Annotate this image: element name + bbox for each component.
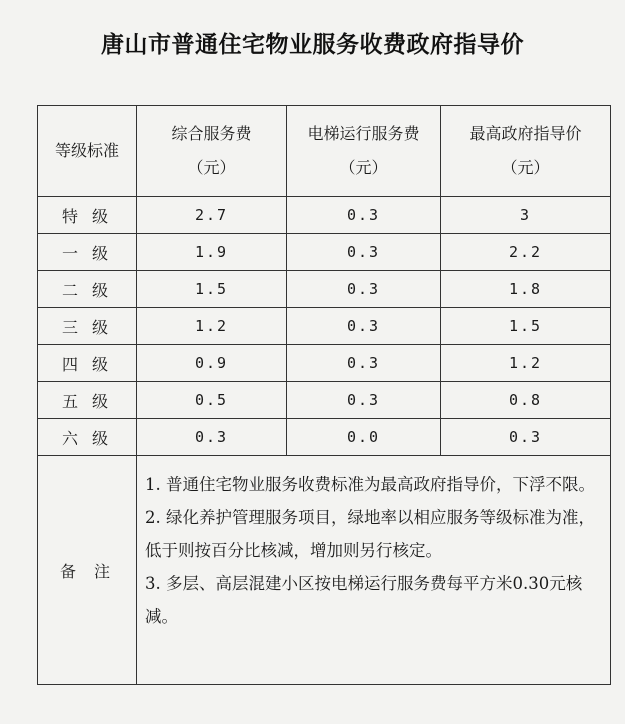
elevator-fee-cell: 0.3 — [287, 197, 441, 234]
remark-note-3: 3. 多层、高层混建小区按电梯运行服务费每平方米0.30元核减。 — [145, 574, 583, 626]
table-row — [38, 197, 611, 234]
elevator-fee-cell: 0.3 — [287, 271, 441, 308]
level-cell: 三级 — [38, 308, 137, 345]
header-comprehensive-label: 综合服务费 — [171, 124, 252, 143]
remark-note-2: 2. 绿化养护管理服务项目，绿地率以相应服务等级标准为准，低于则按百分比核减，增加则另行核定。 — [145, 508, 595, 560]
header-level-label: 等级标准 — [54, 141, 119, 160]
header-max-price-label: 最高政府指导价 — [469, 124, 582, 143]
max-price-cell: 1.5 — [441, 308, 611, 345]
table-row — [38, 345, 611, 382]
table-row — [38, 271, 611, 308]
table-row — [38, 419, 611, 456]
comprehensive-fee-cell: 0.9 — [137, 345, 287, 382]
table-row — [38, 382, 611, 419]
elevator-fee-cell: 0.0 — [287, 419, 441, 456]
level-cell: 一级 — [38, 234, 137, 271]
level-cell: 二级 — [38, 271, 137, 308]
level-cell: 特级 — [38, 197, 137, 234]
max-price-cell: 2.2 — [441, 234, 611, 271]
comprehensive-fee-cell: 0.3 — [137, 419, 287, 456]
level-cell: 五级 — [38, 382, 137, 419]
level-cell: 六级 — [38, 419, 137, 456]
header-row — [38, 106, 611, 197]
header-level — [38, 106, 137, 197]
header-max-price-unit: （元） — [501, 158, 550, 177]
comprehensive-fee-cell: 2.7 — [137, 197, 287, 234]
comprehensive-fee-cell: 0.5 — [137, 382, 287, 419]
max-price-cell: 3 — [441, 197, 611, 234]
remarks-row — [38, 456, 611, 685]
level-cell: 四级 — [38, 345, 137, 382]
max-price-cell: 0.8 — [441, 382, 611, 419]
page-title: 唐山市普通住宅物业服务收费政府指导价 — [101, 32, 524, 58]
max-price-cell: 1.2 — [441, 345, 611, 382]
comprehensive-fee-cell: 1.9 — [137, 234, 287, 271]
fee-table — [37, 105, 611, 685]
header-comprehensive — [137, 106, 287, 197]
elevator-fee-cell: 0.3 — [287, 382, 441, 419]
header-max-price — [441, 106, 611, 197]
max-price-cell: 1.8 — [441, 271, 611, 308]
remarks-content — [137, 456, 611, 685]
table-row — [38, 308, 611, 345]
header-elevator-label: 电梯运行服务费 — [307, 124, 420, 143]
elevator-fee-cell: 0.3 — [287, 234, 441, 271]
comprehensive-fee-cell: 1.5 — [137, 271, 287, 308]
remark-note-1: 1. 普通住宅物业服务收费标准为最高政府指导价，下浮不限。 — [145, 475, 595, 494]
remarks-label: 备注 — [38, 456, 137, 685]
comprehensive-fee-cell: 1.2 — [137, 308, 287, 345]
header-elevator — [287, 106, 441, 197]
table-row — [38, 234, 611, 271]
elevator-fee-cell: 0.3 — [287, 308, 441, 345]
max-price-cell: 0.3 — [441, 419, 611, 456]
elevator-fee-cell: 0.3 — [287, 345, 441, 382]
header-elevator-unit: （元） — [339, 158, 388, 177]
header-comprehensive-unit: （元） — [187, 158, 236, 177]
